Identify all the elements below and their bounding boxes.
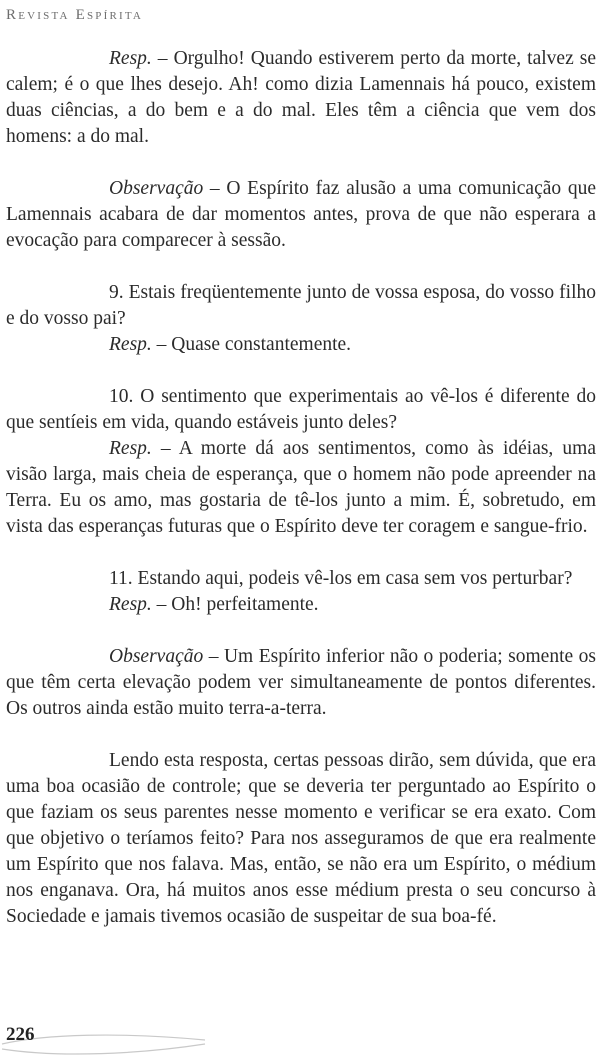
separator: – (151, 334, 172, 355)
separator: – (203, 646, 224, 667)
separator: – (203, 178, 227, 199)
resp-label: Resp. (109, 48, 152, 69)
running-header: Revista Espírita (6, 7, 144, 23)
paragraph-resp-9 (6, 332, 596, 358)
resp-label: Resp. (109, 594, 152, 615)
page-body (6, 46, 596, 930)
separator: – (151, 48, 174, 69)
paragraph-observacao-1 (6, 176, 596, 254)
resp-label: Resp. (109, 334, 152, 355)
question-11: 11. Estando aqui, podeis vê-los em casa sem vos perturbar? (109, 568, 573, 589)
paragraph-text: Orgulho! Quando estiverem perto da morte, talvez se calem; é o que lhes desejo. Ah! como dizia Lamennais há pouco, existem duas ciências, a do bem e a do mal. Eles têm a ciência que vem dos homens: a do mal. (6, 48, 596, 147)
paragraph-resp-1 (6, 46, 596, 150)
paragraph-text: Oh! perfeitamente. (171, 594, 319, 615)
paragraph-resp-11 (6, 592, 596, 618)
question-10: 10. O sentimento que experimentais ao vê-los é diferente do que sentíeis em vida, quando estáveis junto deles? (6, 386, 596, 433)
observacao-label: Observação (109, 646, 204, 667)
paragraph-closing: Lendo esta resposta, certas pessoas dirão, sem dúvida, que era uma boa ocasião de controle; que se deveria ter perguntado ao Espírito o que faziam os seus parentes nesse momento e verificar se era exato. Com que objetivo o teríamos feito? Para nos asseguramos de que era realmente um Espírito que nos falava. Mas, então, se não era um Espírito, o médium nos enganava. Ora, há muitos anos esse médium presta o seu concurso à Sociedade e jamais tivemos ocasião de suspeitar de sua boa-fé. (6, 750, 596, 927)
observacao-label: Observação (109, 178, 204, 199)
resp-label: Resp. (109, 438, 152, 459)
question-9: 9. Estais freqüentemente junto de vossa esposa, do vosso filho e do vosso pai? (6, 282, 596, 329)
paragraph-text: Quase constantemente. (171, 334, 352, 355)
paragraph-text: Um Espírito inferior não o poderia; somente os que têm certa elevação podem ver simultaneamente de pontos diferentes. Os outros ainda estão muito terra-a-terra. (6, 646, 596, 719)
page-number: 226 (6, 1024, 35, 1045)
paragraph-observacao-2 (6, 644, 596, 722)
paragraph-text: O Espírito faz alusão a uma comunicação que Lamennais acabara de dar momentos antes, prova de que não esperara a evocação para comparecer à sessão. (6, 178, 596, 251)
separator: – (151, 594, 172, 615)
paragraph-resp-10 (6, 436, 596, 540)
paragraph-text: A morte dá aos sentimentos, como às idéias, uma visão larga, mais cheia de esperança, que o homem não pode apreender na Terra. Eu os amo, mas gostaria de tê-los junto a mim. É, sobretudo, em vista das esperanças futuras que o Espírito deve ter coragem e sangue-frio. (6, 438, 596, 537)
separator: – (151, 438, 179, 459)
